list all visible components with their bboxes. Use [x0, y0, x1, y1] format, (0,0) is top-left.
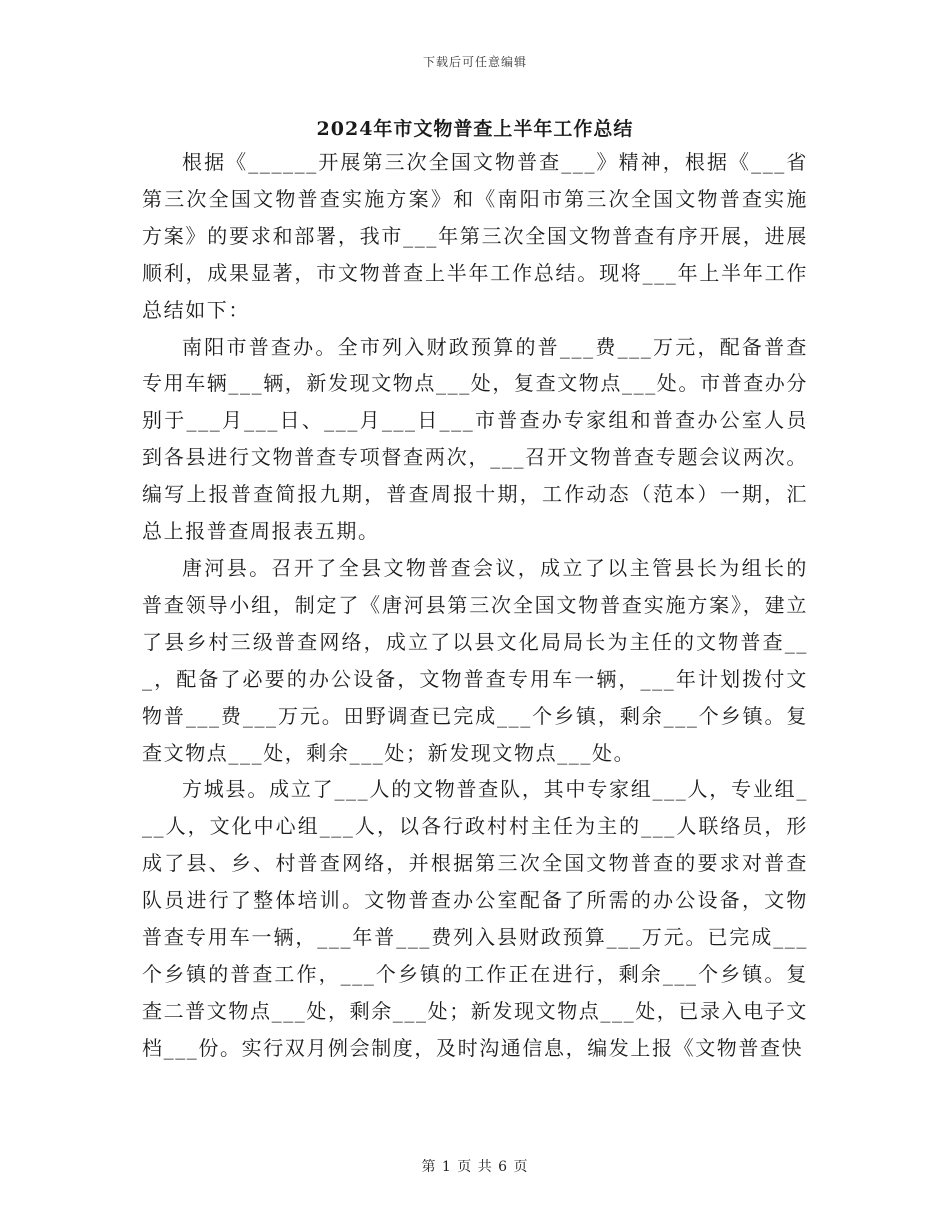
paragraph-intro: 根据《______开展第三次全国文物普查___》精神，根据《___省第三次全国文物普查实施方案》和《南阳市第三次全国文物普查实施方案》的要求和部署，我市___年第三次全国文物普查有序开展，进展顺利，成果显著，市文物普查上半年工作总结。现将___年上半年工作总结如下： [142, 150, 808, 322]
document-body [142, 144, 808, 1067]
document-title: 2024年市文物普查上半年工作总结 [316, 118, 634, 140]
header-note: 下载后可任意编辑 [422, 55, 527, 69]
paragraph-fangcheng: 方城县。成立了___人的文物普查队，其中专家组___人，专业组___人，文化中心组___人，以各行政村村主任为主的___人联络员，形成了县、乡、村普查网络，并根据第三次全国文物普查的要求对普查队员进行了整体培训。文物普查办公室配备了所需的办公设备，文物普查专用车一辆，___年普___费列入县财政预算___万元。已完成___个乡镇的普查工作，___个乡镇的工作正在进行，剩余___个乡镇。复查二普文物点___处，剩余___处；新发现文物点___处，已录入电子文档___份。实行双月例会制度，及时沟通信息，编发上报《文物普查快 [142, 777, 808, 1060]
paragraph-tanghe: 唐河县。召开了全县文物普查会议，成立了以主管县长为组长的普查领导小组，制定了《唐河县第三次全国文物普查实施方案》，建立了县乡村三级普查网络，成立了以县文化局局长为主任的文物普查___，配备了必要的办公设备，文物普查专用车一辆，___年计划拨付文物普___费___万元。田野调查已完成___个乡镇，剩余___个乡镇。复查文物点___处，剩余___处；新发现文物点___处。 [142, 555, 808, 765]
paragraph-nanyang: 南阳市普查办。全市列入财政预算的普___费___万元，配备普查专用车辆___辆，新发现文物点___处，复查文物点___处。市普查办分别于___月___日、___月___日___市普查办专家组和普查办公室人员到各县进行文物普查专项督查两次，___召开文物普查专题会议两次。编写上报普查简报九期，普查周报十期，工作动态（范本）一期，汇总上报普查周报表五期。 [142, 334, 808, 544]
page-number: 第 1 页 共 6 页 [421, 1159, 529, 1175]
